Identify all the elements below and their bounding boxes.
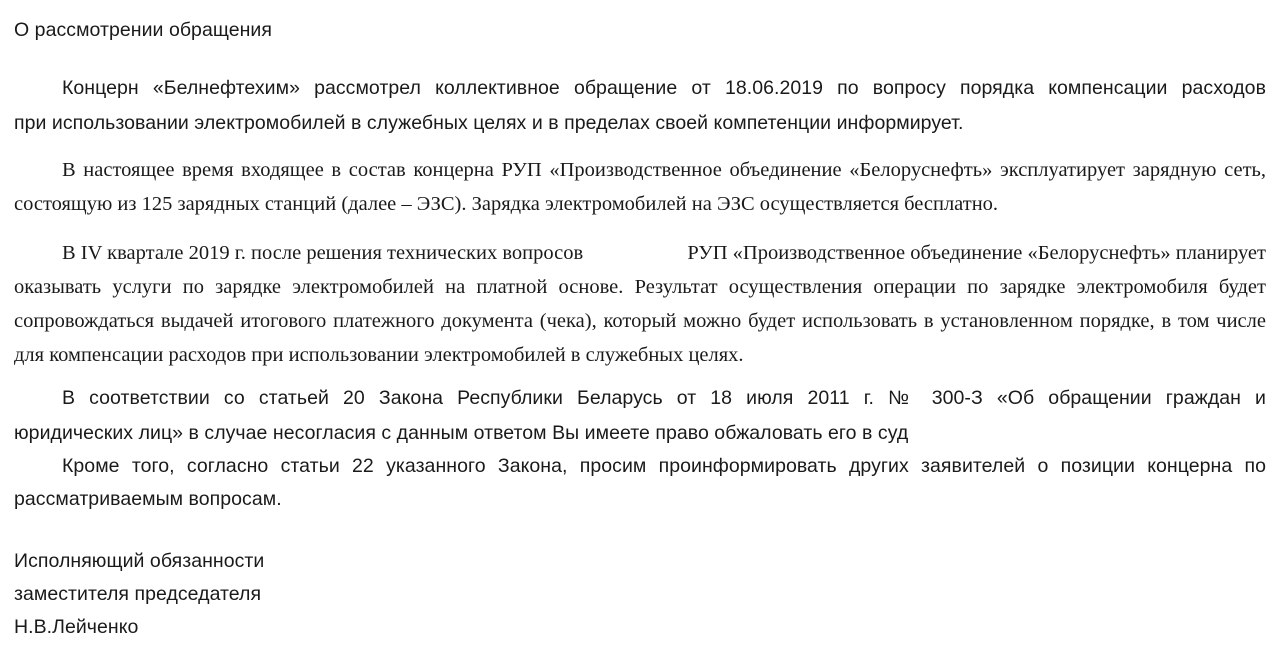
paragraph-4-line-2: юридических лиц» в случае несогласия с данным ответом Вы имеете право обжаловать его в суд — [14, 422, 909, 444]
paragraph-2-line-2: состоящую из 125 зарядных станций (далее – ЭЗС). Зарядка электромобилей на ЭЗС осуществляется бесплатно. — [14, 193, 999, 215]
paragraph-3-line-4: для компенсации расходов при использовании электромобилей в служебных целях. — [14, 344, 744, 366]
signature-name: Н.В.Лейченко — [14, 616, 139, 638]
signature-position-line-1: Исполняющий обязанности — [14, 550, 265, 572]
paragraph-1-line-1: Концерн «Белнефтехим» рассмотрел коллективное обращение от 18.06.2019 по вопросу порядка компенсации расходов — [62, 77, 1266, 99]
paragraph-4-line-1: В соответствии со статьей 20 Закона Республики Беларусь от 18 июля 2011 г. № 300-З «Об обращении граждан и — [62, 387, 1266, 409]
paragraph-3-line-3: сопровождаться выдачей итогового платежного документа (чека), который можно будет использовать в установленном порядке, в том числе — [14, 310, 1266, 332]
signature-position-line-2: заместителя председателя — [14, 583, 262, 605]
paragraph-3-line-1 — [62, 243, 1266, 264]
paragraph-2-line-1: В настоящее время входящее в состав концерна РУП «Производственное объединение «Белоруснефть» эксплуатирует зарядную сеть, — [62, 159, 1266, 181]
paragraph-5-line-1: Кроме того, согласно статьи 22 указанного Закона, просим проинформировать других заявителей о позиции концерна по — [62, 455, 1266, 477]
paragraph-1-line-2: при использовании электромобилей в служебных целях и в пределах своей компетенции информирует. — [14, 112, 964, 134]
document-title: О рассмотрении обращения — [14, 19, 272, 41]
paragraph-3-line-1-part-1: В IV квартале 2019 г. после решения технических вопросов — [62, 242, 584, 264]
paragraph-5-line-2: рассматриваемым вопросам. — [14, 488, 282, 510]
paragraph-3-line-2: оказывать услуги по зарядке электромобилей на платной основе. Результат осуществления операции по зарядке электромобиля будет — [14, 276, 1266, 298]
paragraph-3-line-1-part-2: РУП «Производственное объединение «Белоруснефть» планирует — [687, 242, 1266, 264]
